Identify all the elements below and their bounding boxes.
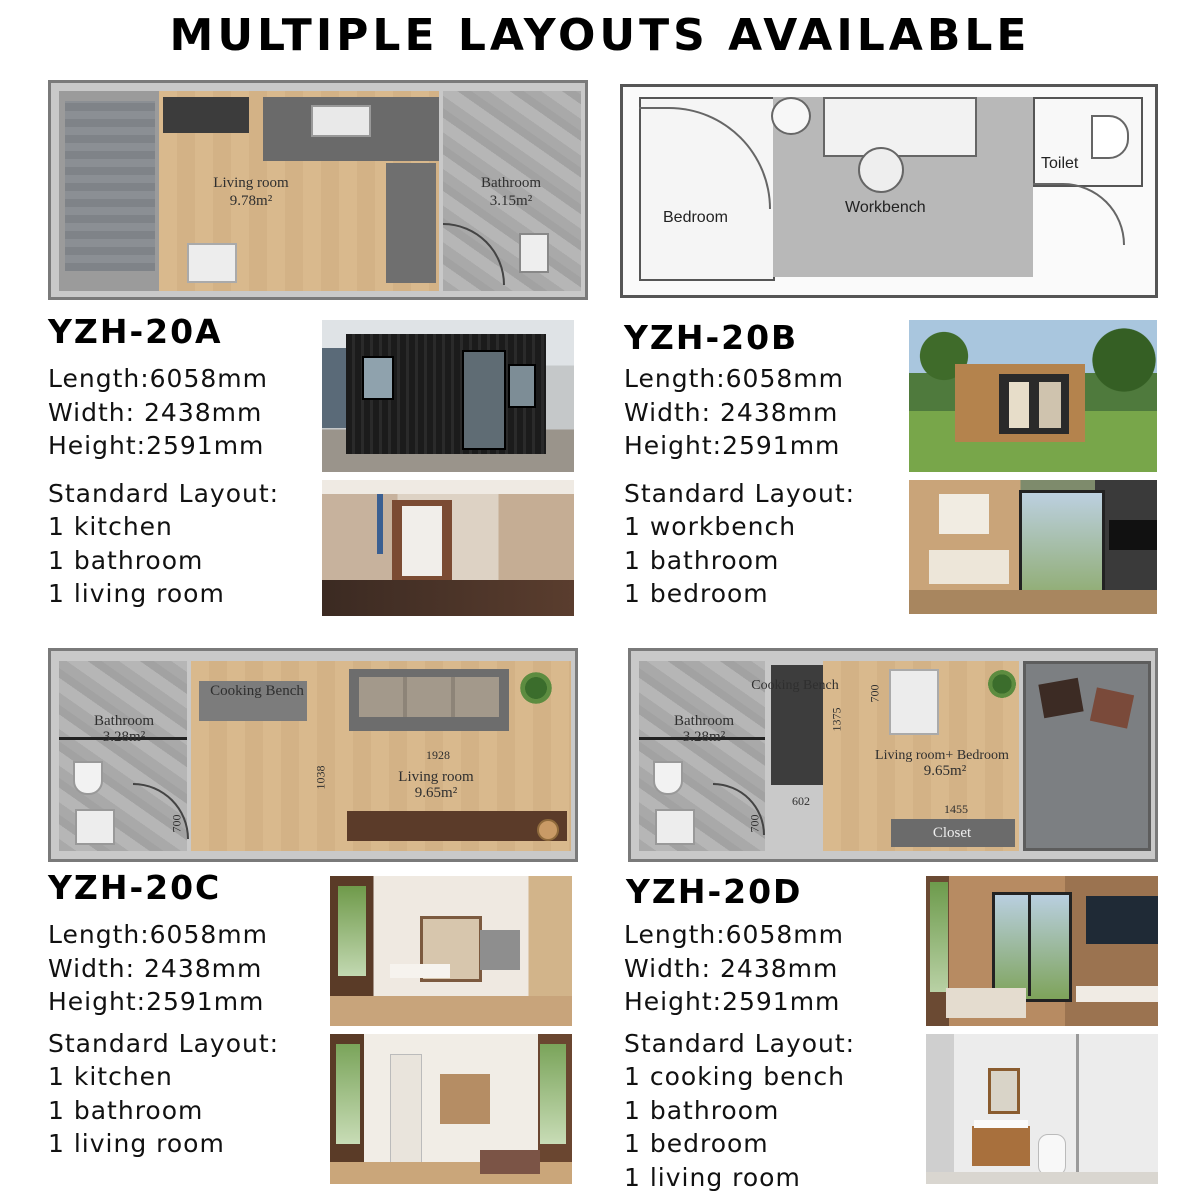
plan-label-living-bedroom: Living room+ Bedroom [875, 748, 1009, 763]
interior-photo-20b [909, 480, 1157, 614]
width-value: 2438mm [144, 397, 263, 427]
model-name-20c: YZH-20C [48, 868, 222, 907]
interior-photo-20c-b [330, 1034, 572, 1184]
height-value: 2591mm [146, 431, 265, 460]
floor-plan-20b [620, 84, 1158, 298]
height-label: Height: [624, 431, 723, 460]
layout-item: 1 bedroom [624, 1129, 769, 1158]
standard-layout-label: Standard Layout: [624, 478, 856, 508]
layout-item: 1 living room [48, 579, 225, 608]
plan-label-bedroom: Bedroom [663, 209, 728, 226]
plan-label-living-area: 9.78m² [229, 193, 273, 209]
model-name-20d: YZH-20D [626, 872, 803, 911]
model-name-20b: YZH-20B [624, 318, 799, 357]
width-label: Width: [624, 397, 712, 427]
plan-dim-700: 700 [169, 814, 184, 833]
plan-dim-1928: 1928 [426, 748, 450, 762]
spec-block-20b [624, 362, 855, 611]
bathroom-photo-20d [926, 1034, 1158, 1184]
plan-label-closet: Closet [932, 825, 972, 841]
width-value: 2438mm [720, 397, 839, 427]
width-value: 2438mm [720, 953, 839, 983]
length-label: Length: [624, 920, 726, 949]
width-label: Width: [48, 397, 136, 427]
interior-photo-20a [322, 480, 574, 616]
page-title: MULTIPLE LAYOUTS AVAILABLE [169, 10, 1031, 61]
layout-item: 1 kitchen [48, 1062, 173, 1091]
height-value: 2591mm [146, 987, 265, 1016]
exterior-photo-20a [322, 320, 574, 472]
standard-layout-label: Standard Layout: [48, 1028, 280, 1058]
layout-item: 1 workbench [624, 512, 797, 541]
plan-label-living-room: Living room [398, 769, 474, 785]
height-label: Height: [48, 431, 147, 460]
interior-photo-20c-a [330, 876, 572, 1026]
plan-dim-1038: 1038 [313, 765, 328, 790]
plan-label-bathroom-area: 3.15m² [489, 193, 533, 209]
plan-dim-700: 700 [867, 684, 882, 703]
width-label: Width: [624, 953, 712, 983]
plan-label-cooking-bench: Cooking Bench [210, 683, 304, 699]
plan-label-living-area: 9.65m² [923, 763, 967, 779]
length-value: 6058mm [149, 364, 268, 393]
plan-dim-1375: 1375 [829, 707, 844, 732]
length-label: Length: [48, 920, 150, 949]
floor-plan-20c [48, 648, 578, 862]
layout-item: 1 cooking bench [624, 1062, 845, 1091]
spec-block-20d [624, 918, 855, 1194]
layout-item: 1 bathroom [624, 545, 780, 575]
plan-label-cooking-bench: Cooking Bench [751, 678, 839, 693]
layout-item: 1 bedroom [624, 579, 769, 608]
width-label: Width: [48, 953, 136, 983]
layout-item: 1 bathroom [48, 545, 204, 575]
plan-label-toilet: Toilet [1041, 155, 1079, 172]
height-label: Height: [48, 987, 147, 1016]
plan-label-bathroom: Bathroom [94, 713, 154, 729]
plan-label-living-room: Living room [213, 175, 289, 191]
layout-item: 1 bathroom [624, 1095, 780, 1125]
layout-item: 1 bathroom [48, 1095, 204, 1125]
plan-label-bathroom: Bathroom [481, 175, 541, 191]
plan-dim-602: 602 [792, 794, 810, 808]
plan-label-workbench: Workbench [845, 199, 926, 216]
length-value: 6058mm [149, 920, 268, 949]
floor-plan-20a [48, 80, 588, 300]
plan-dim-1455: 1455 [944, 802, 968, 816]
plan-label-bathroom: Bathroom [674, 713, 734, 729]
length-label: Length: [624, 364, 726, 393]
exterior-photo-20b [909, 320, 1157, 472]
height-value: 2591mm [722, 431, 841, 460]
standard-layout-label: Standard Layout: [48, 478, 280, 508]
height-value: 2591mm [722, 987, 841, 1016]
plan-label-bathroom-area: 3.28m² [102, 729, 146, 745]
length-label: Length: [48, 364, 150, 393]
interior-photo-20d-a [926, 876, 1158, 1026]
model-name-20a: YZH-20A [48, 312, 223, 351]
height-label: Height: [624, 987, 723, 1016]
width-value: 2438mm [144, 953, 263, 983]
length-value: 6058mm [725, 920, 844, 949]
length-value: 6058mm [725, 364, 844, 393]
spec-block-20c [48, 918, 279, 1161]
layout-item: 1 living room [48, 1129, 225, 1158]
layout-item: 1 living room [624, 1162, 801, 1192]
plan-dim-700: 700 [747, 814, 762, 833]
floor-plan-20d [628, 648, 1158, 862]
layout-item: 1 kitchen [48, 512, 173, 541]
plan-label-bathroom-area: 3.28m² [682, 729, 726, 745]
spec-block-20a [48, 362, 279, 611]
plan-label-living-area: 9.65m² [414, 785, 458, 801]
standard-layout-label: Standard Layout: [624, 1028, 856, 1058]
